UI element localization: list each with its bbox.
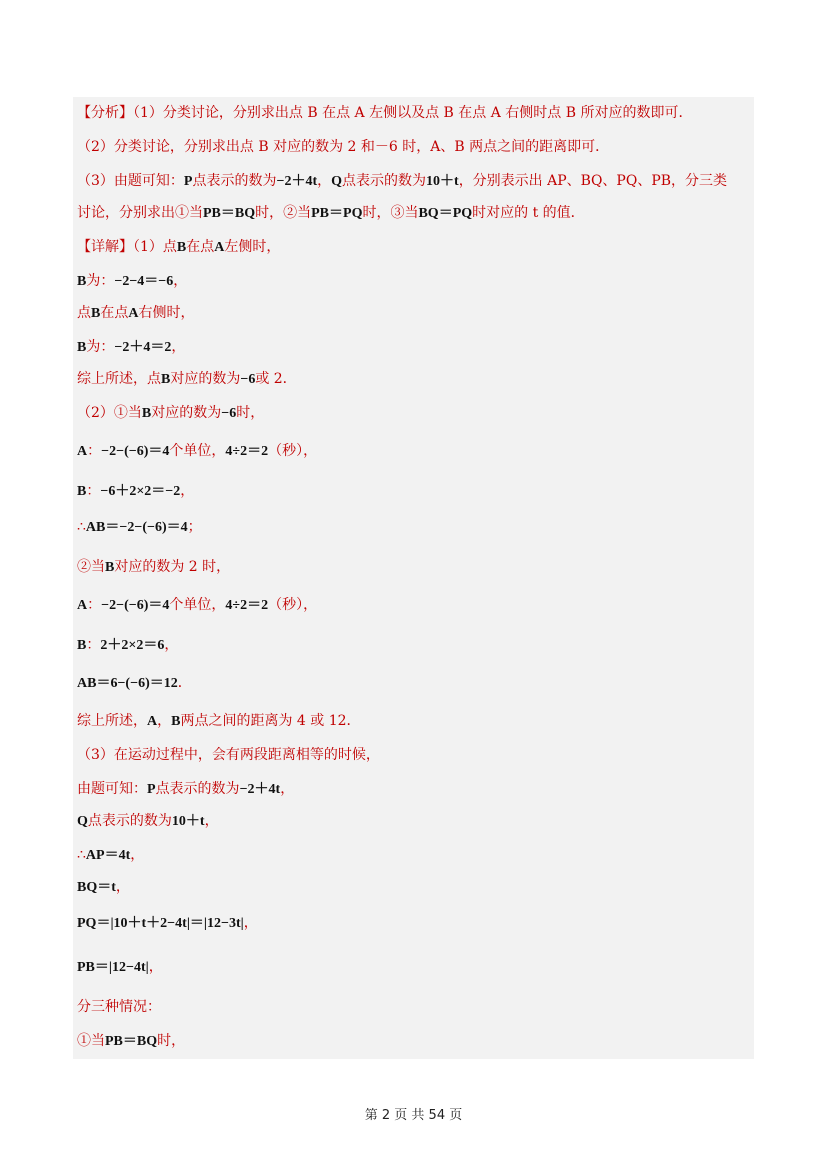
text-segment: 【详解】 [77,239,133,255]
text-line [77,137,750,157]
text-segment: 分三种情况： [77,999,161,1015]
text-line [77,957,750,978]
text-line [77,673,750,694]
text-segment: ， [243,915,258,931]
math-expression: A [214,240,225,255]
text-segment: （2）分类讨论，分别求出点 B 对应的数为 2 和－6 时，A、B 两点之间的距离即可． [77,139,610,155]
text-segment: 个单位， [169,443,226,459]
text-segment: （1）点 [133,239,177,255]
math-expression: BQ＝t [77,880,116,895]
math-expression: −2＋4t [276,174,318,189]
text-segment: 时，③当 [362,205,419,221]
text-segment: 在点 [100,305,129,321]
text-segment: ， [180,483,195,499]
text-segment: 综上所述， [77,713,147,729]
text-segment: ； [187,519,202,535]
text-segment: ， [173,273,188,289]
math-expression: BQ＝PQ [418,206,473,221]
text-segment: ， [204,813,219,829]
text-line [77,337,750,358]
math-expression: −2＋4＝2 [114,340,172,355]
text-segment: 点表示的数为 [87,813,172,829]
math-expression: 2＋2×2＝6 [100,638,165,653]
text-line [77,635,750,656]
math-expression: B [105,560,115,575]
math-expression: B [77,484,87,499]
text-segment: ， [148,959,163,975]
text-line [77,403,750,424]
math-expression: B [77,274,87,289]
text-segment: ，分别表示出 AP、BQ、PQ、PB，分三类 [458,173,728,189]
text-line [77,595,750,616]
text-line [77,845,750,866]
math-expression: Q [77,814,88,829]
text-line [77,997,750,1017]
text-line [77,913,750,934]
text-segment: 在点 [186,239,215,255]
text-segment: 对应的数为 [170,371,241,387]
text-line [77,369,750,390]
text-segment: ： [86,483,101,499]
text-segment: 点表示的数为 [192,173,277,189]
text-segment: ． [177,675,192,691]
text-segment: 个单位， [169,597,226,613]
math-expression: PB＝BQ [105,1034,158,1049]
math-expression: −6 [240,372,256,387]
text-segment: 时， [157,1033,186,1049]
text-segment: 时，②当 [255,205,312,221]
text-segment: （秒）， [268,443,318,459]
math-expression: B [77,638,87,653]
text-line [77,237,750,258]
text-segment: 【分析】 [77,105,133,121]
text-segment: 对应的数为 [151,405,222,421]
text-line [77,779,750,800]
text-line [77,1031,750,1052]
text-line [77,271,750,292]
math-expression: A [147,714,158,729]
math-expression: PQ＝|10＋t＋2−4t|＝|12−3t| [77,916,244,931]
text-segment: ∴ [77,519,86,535]
math-expression: PB＝PQ [311,206,363,221]
math-expression: PB＝BQ [203,206,256,221]
text-segment: ， [130,847,145,863]
math-expression: −6＋2×2＝−2 [100,484,181,499]
text-line [77,711,750,732]
math-expression: −6 [221,406,237,421]
text-segment: ②当 [77,559,105,575]
text-line [77,481,750,502]
text-segment: （秒）， [268,597,318,613]
math-expression: B [91,306,101,321]
math-expression: B [141,406,152,421]
text-line [77,441,750,462]
text-line [77,877,750,898]
text-segment: （2）①当 [77,405,142,421]
text-segment: 为： [86,339,115,355]
math-expression: P [183,174,193,189]
text-line [77,557,750,578]
math-expression: B [161,372,171,387]
math-expression: AB＝6−(−6)＝12 [77,676,178,691]
math-expression: AB＝−2−(−6)＝4 [85,520,188,535]
text-segment: ①当 [77,1033,105,1049]
text-segment: ： [87,597,102,613]
math-expression: −2−(−6)＝4 [101,444,170,459]
text-line [77,203,750,224]
math-expression: PB＝|12−4t| [77,960,149,975]
math-expression: A [77,444,88,459]
math-expression: 4÷2＝2 [225,444,269,459]
math-expression: B [77,340,87,355]
math-expression: A [128,306,139,321]
text-line [77,103,750,123]
text-segment: ， [164,637,179,653]
math-expression: 10＋t [171,814,205,829]
text-segment: 为： [86,273,115,289]
text-segment: 综上所述，点 [77,371,161,387]
text-segment: 左侧时， [224,239,281,255]
text-segment: 由题可知： [77,781,147,797]
text-segment: 点表示的数为 [342,173,427,189]
text-segment: （3）在运动过程中，会有两段距离相等的时候， [77,747,380,763]
math-expression: AP＝4t [85,848,131,863]
text-segment: 点 [77,305,91,321]
text-segment: 两点之间的距离为 4 或 12． [180,713,361,729]
text-segment: 时， [236,405,265,421]
text-segment: （1）分类讨论，分别求出点 B 在点 A 左侧以及点 B 在点 A 右侧时点 B 所对应的数即可． [133,105,693,121]
math-expression: B [171,714,181,729]
text-segment: ： [87,443,102,459]
text-segment: 右侧时， [138,305,195,321]
text-line [77,171,750,192]
text-segment: ， [317,173,332,189]
text-line [77,811,750,832]
text-segment: 或 2． [255,371,297,387]
text-segment: ： [86,637,101,653]
math-expression: −2＋4t [239,782,281,797]
text-line [77,517,750,538]
answer-content [73,97,754,1059]
text-segment: ∴ [77,847,86,863]
text-segment: 讨论，分别求出①当 [77,205,203,221]
page-footer: 第 2 页 共 54 页 [364,1108,463,1123]
math-expression: 4÷2＝2 [225,598,269,613]
math-expression: −2−(−6)＝4 [101,598,170,613]
text-line [77,745,750,765]
text-segment: ， [157,713,172,729]
math-expression: P [147,782,156,797]
text-segment: （3）由题可知： [77,173,184,189]
math-expression: Q [331,174,343,189]
text-segment: 时对应的 t 的值． [472,205,585,221]
math-expression: −2−4＝−6 [114,274,174,289]
text-segment: 对应的数为 2 时， [114,559,231,575]
text-segment: ， [115,879,130,895]
text-segment: 点表示的数为 [155,781,240,797]
math-expression: 10＋t [426,174,459,189]
text-segment: ， [171,339,186,355]
text-segment: ， [280,781,295,797]
math-expression: B [176,240,187,255]
text-line [77,303,750,324]
math-expression: A [77,598,88,613]
